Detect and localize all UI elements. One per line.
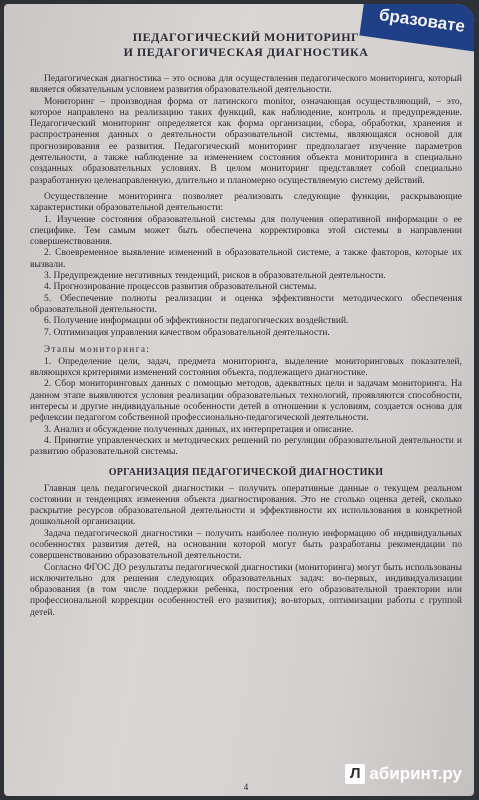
section-paragraph: Задача педагогической диагностики – получить наиболее полную информацию об индивидуальных особенностях развития детей, на основании которой могут быть разработаны рекомендации по совершенствованию образовательной деятельности. (30, 528, 462, 562)
watermark-text: абиринт.ру (369, 764, 462, 783)
functions-intro: Осуществление мониторинга позволяет реализовать следующие функции, раскрывающие характеристики образовательной деятельности: (30, 191, 462, 214)
stages-title: Этапы мониторинга: (44, 343, 151, 354)
stage-item: 3. Анализ и обсуждение полученных данных, их интерпретация и описание. (44, 424, 354, 435)
book-page (4, 4, 474, 796)
function-item: 2. Своевременное выявление изменений в образовательной системе, а также факторов, которые их вызвали. (30, 248, 462, 270)
stage-item: 1. Определение цели, задач, предмета мониторинга, выделение мониторинговых показателей, являющихся критериями изменений состояния объекта, подлежащего диагностике. (30, 356, 462, 379)
stage-item: 2. Сбор мониторинговых данных с помощью методов, адекватных цели и задачам мониторинга. На данном этапе выявляются условия реализации образовательных технологий, проявляются способности, интересы и другие индивидуальные особенности детей в отношении к условиям, создается основа для рефлексии педагогом собственной профессионально-педагогической деятельности. (30, 379, 462, 424)
page-number: 4 (243, 782, 249, 792)
function-item: 5. Обеспечение полноты реализации и оценка эффективности методического обеспечения образовательной деятельности. (30, 293, 462, 315)
labirint-logo-icon: Л (345, 764, 365, 784)
function-item: 4. Прогнозирование процессов развития образовательной системы. (44, 282, 317, 293)
function-item: 1. Изучение состояния образовательной системы для получения оперативной информации о ее специфике. Тем самым может быть обеспечена корректировка этой системы в направлении совершенствования. (30, 214, 462, 248)
function-item: 6. Получение информации об эффективности педагогических воздействий. (44, 316, 349, 327)
section-paragraph: Главная цель педагогической диагностики – получить оперативные данные о текущем реальном состоянии и тенденциях изменения объекта диагностирования. Это не столько оценка детей, сколько раскрытие ресурсов образовательной деятельности и эффективности их использования в конкретной дошкольной организации. (30, 483, 462, 528)
section-heading: ОРГАНИЗАЦИЯ ПЕДАГОГИЧЕСКОЙ ДИАГНОСТИКИ (108, 466, 384, 478)
corner-banner: бразовате (359, 4, 474, 52)
function-item: 3. Предупреждение негативных тенденций, рисков в образовательной деятельности. (44, 271, 386, 282)
page-title (30, 30, 462, 60)
intro-paragraph: Мониторинг – производная форма от латинского monitor, означающая осуществляющий, – это, которое направлено на реализацию таких функций, как наблюдение, контроль и предупреждение. Педагогический мониторинг определяется как форма организации, сбора, обработки, хранения и распространения данных о деятельности образовательной системы, являющаяся основой для прогнозирования ее развития. Педагогический мониторинг предполагает изучение параметров деятельности, а также наблюдение за изменением состояния объекта мониторинга в специально созданных образовательных условиях. В целом мониторинг представляет собой специально разработанную целенаправленную, длительно и планомерно осуществляемую систему действий. (30, 96, 462, 186)
function-item: 7. Оптимизация управления качеством образовательной деятельности. (44, 327, 330, 338)
section-paragraph: Согласно ФГОС ДО результаты педагогической диагностики (мониторинга) могут быть использованы исключительно для решения следующих образовательных задач: во-первых, индивидуализации образования (в том числе поддержки ребенка, построения его образовательной траектории или профессиональной коррекции особенностей его развития); во-вторых, оптимизации работы с группой детей. (30, 562, 462, 618)
stage-item: 4. Принятие управленческих и методических решений по регуляции образовательной деятельности и развитию образовательной системы. (30, 435, 462, 458)
title-line-2: И ПЕДАГОГИЧЕСКАЯ ДИАГНОСТИКА (123, 45, 369, 59)
title-line-1: ПЕДАГОГИЧЕСКИЙ МОНИТОРИНГ (132, 30, 360, 44)
intro-paragraph: Педагогическая диагностика – это основа для осуществления педагогического мониторинга, который является обязательным условием развития образовательной деятельности. (30, 74, 462, 96)
labirint-watermark (345, 764, 462, 784)
